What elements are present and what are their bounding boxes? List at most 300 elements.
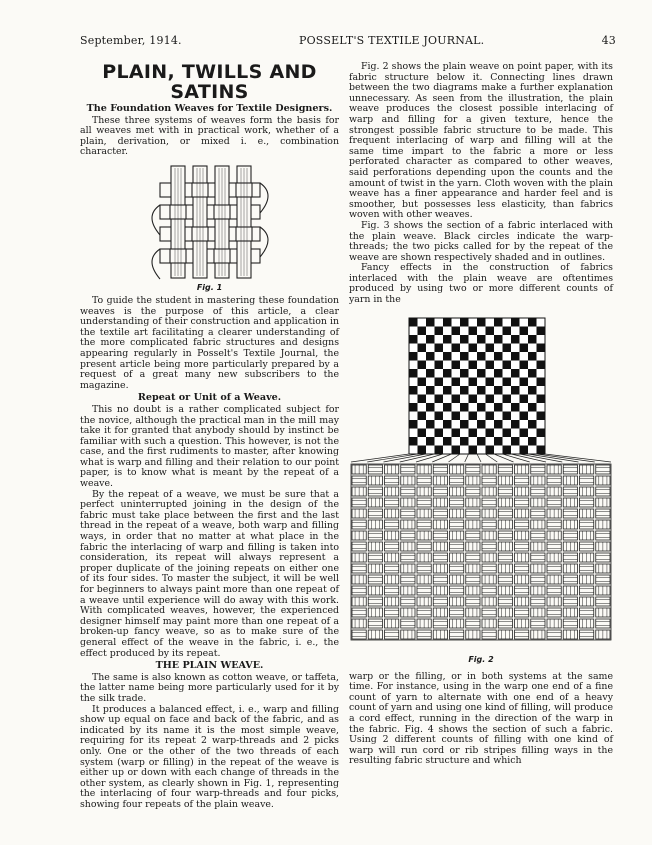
fabric-cell — [498, 575, 512, 584]
fabric-cell — [352, 597, 366, 606]
grid-cell — [503, 445, 512, 454]
grid-cell — [528, 352, 537, 361]
fabric-cell — [498, 487, 512, 496]
fabric-cell — [563, 564, 577, 573]
article-title: PLAIN, TWILLS AND SATINS — [102, 61, 317, 103]
fabric-cell — [450, 487, 464, 496]
grid-cell — [409, 386, 418, 395]
grid-cell — [494, 420, 503, 429]
fabric-cell — [515, 476, 529, 485]
fabric-cell — [547, 498, 561, 507]
thread-group — [152, 166, 268, 279]
connecting-line — [537, 454, 595, 462]
grid-cell — [409, 335, 418, 344]
fabric-cell — [401, 553, 415, 562]
grid-cell — [537, 394, 546, 403]
fabric-cell — [482, 498, 496, 507]
fabric-cell — [433, 509, 447, 518]
grid-cell — [418, 343, 427, 352]
grid-cell — [486, 360, 495, 369]
grid-cell — [511, 420, 520, 429]
fabric-cell — [385, 520, 399, 529]
grid-cell — [443, 318, 452, 327]
fabric-cell — [368, 608, 382, 617]
grid-cell — [486, 343, 495, 352]
connecting-lines — [351, 454, 611, 462]
grid-cell — [460, 386, 469, 395]
grid-cell — [469, 326, 478, 335]
fabric-cell — [563, 520, 577, 529]
fabric-cell — [563, 586, 577, 595]
fabric-cell — [433, 630, 447, 639]
fabric-cell — [547, 465, 561, 474]
fabric-cell — [352, 498, 366, 507]
fabric-cell — [466, 608, 480, 617]
grid-cell — [494, 352, 503, 361]
fabric-cell — [563, 487, 577, 496]
fabric-cell — [580, 476, 594, 485]
guide-paragraph: To guide the student in mastering these foundation weaves is the purpose of this article, a clear understanding of their construction and application in the textile art facilitating a clearer understanding of the more complicated fabric structures and designs appearing regularly in Posselt's Textile Journal, the present article being more particularly prepared by a request of a great many new subscribers to the magazine. — [80, 294, 339, 391]
fabric-cell — [498, 476, 512, 485]
fabric-cell — [596, 520, 610, 529]
grid-cell — [452, 394, 461, 403]
fabric-cell — [547, 476, 561, 485]
fabric-cell — [450, 498, 464, 507]
fabric-cell — [580, 520, 594, 529]
fabric-cell — [417, 465, 431, 474]
fabric-cell — [531, 564, 545, 573]
fabric-cell — [352, 531, 366, 540]
fabric-cell — [580, 608, 594, 617]
fabric-cell — [531, 465, 545, 474]
fabric-cell — [417, 575, 431, 584]
fabric-cell — [385, 630, 399, 639]
connecting-line — [367, 454, 417, 462]
fabric-cell — [482, 564, 496, 573]
fabric-cell — [515, 630, 529, 639]
fabric-cell — [368, 531, 382, 540]
grid-cell — [418, 445, 427, 454]
grid-cell — [452, 428, 461, 437]
fabric-cell — [368, 564, 382, 573]
grid-cell — [511, 369, 520, 378]
fabric-cell — [515, 597, 529, 606]
fabric-cell — [515, 465, 529, 474]
grid-cell — [477, 369, 486, 378]
grid-cell — [511, 403, 520, 412]
fabric-cell — [401, 509, 415, 518]
fabric-cell — [580, 542, 594, 551]
fabric-cell — [417, 531, 431, 540]
grid-cell — [418, 360, 427, 369]
fabric-cell — [580, 509, 594, 518]
connecting-line — [486, 454, 498, 462]
fabric-cell — [352, 586, 366, 595]
fabric-cell — [563, 597, 577, 606]
grid-cell — [443, 437, 452, 446]
pick-loop — [152, 249, 160, 279]
grid-cell — [452, 411, 461, 420]
grid-cell — [503, 326, 512, 335]
grid-cell — [520, 428, 529, 437]
fabric-cell — [547, 487, 561, 496]
fabric-cell — [563, 575, 577, 584]
grid-cell — [477, 335, 486, 344]
right-column — [349, 62, 613, 767]
fabric-cell — [596, 619, 610, 628]
fabric-cell — [368, 597, 382, 606]
figure-1-caption: Fig. 1 — [196, 283, 223, 293]
fabric-cell — [515, 564, 529, 573]
fabric-cell — [482, 619, 496, 628]
grid-cell — [460, 335, 469, 344]
grid-cell — [426, 352, 435, 361]
fabric-cell — [547, 586, 561, 595]
fabric-cell — [401, 542, 415, 551]
grid-cell — [520, 360, 529, 369]
grid-cell — [426, 335, 435, 344]
grid-cell — [452, 445, 461, 454]
fabric-cell — [368, 476, 382, 485]
fabric-cell — [515, 619, 529, 628]
fabric-cell — [563, 542, 577, 551]
fabric-cell — [368, 630, 382, 639]
grid-cell — [503, 343, 512, 352]
fabric-cell — [515, 575, 529, 584]
fabric-cell — [385, 487, 399, 496]
page-number: 43 — [601, 34, 616, 47]
fabric-cell — [563, 465, 577, 474]
grid-cell — [486, 377, 495, 386]
fabric-cell — [368, 553, 382, 562]
grid-cell — [511, 437, 520, 446]
fabric-cell — [417, 498, 431, 507]
grid-cell — [511, 335, 520, 344]
fabric-cell — [433, 531, 447, 540]
woven-interlacing-illustration — [140, 160, 280, 284]
fabric-cell — [368, 520, 382, 529]
fabric-cell — [450, 564, 464, 573]
fabric-cell — [385, 619, 399, 628]
grid-cell — [435, 394, 444, 403]
grid-cell — [435, 428, 444, 437]
grid-cell — [443, 369, 452, 378]
fabric-cell — [563, 509, 577, 518]
fabric-cell — [466, 630, 480, 639]
fabric-cell — [515, 542, 529, 551]
fabric-cell — [482, 465, 496, 474]
fabric-cell — [385, 553, 399, 562]
fabric-cell — [368, 465, 382, 474]
grid-cell — [494, 386, 503, 395]
fabric-cell — [433, 597, 447, 606]
grid-cell — [469, 377, 478, 386]
fabric-cell — [531, 498, 545, 507]
fabric-cell — [385, 597, 399, 606]
fabric-cell — [563, 498, 577, 507]
fabric-cell — [466, 564, 480, 573]
grid-cell — [469, 343, 478, 352]
fabric-cell — [596, 465, 610, 474]
fabric-cell — [417, 553, 431, 562]
fabric-cell — [531, 630, 545, 639]
grid-cell — [528, 335, 537, 344]
fabric-cell — [352, 630, 366, 639]
grid-cell — [486, 428, 495, 437]
grid-cell — [494, 437, 503, 446]
journal-name: POSSELT'S TEXTILE JOURNAL. — [298, 34, 485, 47]
grid-cell — [477, 420, 486, 429]
fabric-cell — [547, 520, 561, 529]
grid-cell — [469, 360, 478, 369]
grid-cell — [469, 411, 478, 420]
grid-cell — [528, 420, 537, 429]
fabric-structure — [351, 464, 611, 640]
fabric-cell — [580, 531, 594, 540]
repeat-paragraph-2: By the repeat of a weave, we must be sure that a perfect uninterrupted joining in the design of the fabric must take place between the first and the last thread in the repeat of a weave, both warp and filling ways, in order that no matter at what place in the fabric the interlacing of warp and filling is taken into consideration, its repeat will always represent a proper duplicate of the joining repeats on either one of its four sides. To master the subject, it will be well for beginners to always paint more than one repeat of a weave until experience will do away with this work. With complicated weaves, however, the experienced designer himself may paint more than one repeat of a broken-up fancy weave, so as to make sure of the general effect of the weave in the fabric, i. e., the effect produced by its repeat. — [80, 488, 339, 659]
heading-plain-weave: THE PLAIN WEAVE. — [155, 660, 264, 672]
fabric-cell — [352, 520, 366, 529]
grid-cell — [426, 403, 435, 412]
fabric-cell — [433, 487, 447, 496]
grid-cell — [443, 403, 452, 412]
grid-cell — [537, 377, 546, 386]
fabric-cell — [547, 553, 561, 562]
fabric-cell — [580, 487, 594, 496]
figure-1 — [80, 160, 339, 294]
grid-cell — [503, 428, 512, 437]
fabric-cell — [385, 465, 399, 474]
grid-cell — [418, 326, 427, 335]
grid-cell — [452, 360, 461, 369]
fabric-cell — [385, 498, 399, 507]
fabric-cell — [580, 630, 594, 639]
grid-cell — [452, 343, 461, 352]
fabric-cell — [450, 553, 464, 562]
fabric-cell — [385, 509, 399, 518]
fabric-cell — [547, 597, 561, 606]
fabric-cell — [401, 531, 415, 540]
fabric-cell — [515, 586, 529, 595]
fabric-cell — [482, 487, 496, 496]
fabric-cell — [580, 597, 594, 606]
fabric-cell — [547, 542, 561, 551]
grid-cell — [537, 411, 546, 420]
grid-cell — [469, 445, 478, 454]
fabric-cell — [450, 630, 464, 639]
connecting-line — [465, 454, 469, 462]
fabric-cell — [498, 520, 512, 529]
fabric-cell — [433, 575, 447, 584]
grid-cell — [426, 386, 435, 395]
fabric-cell — [433, 542, 447, 551]
fabric-cell — [498, 608, 512, 617]
fabric-cell — [466, 465, 480, 474]
fabric-cell — [433, 476, 447, 485]
fabric-cell — [417, 597, 431, 606]
fabric-cell — [547, 630, 561, 639]
fabric-cell — [547, 564, 561, 573]
fabric-cell — [417, 487, 431, 496]
fabric-cell — [482, 575, 496, 584]
grid-cell — [520, 377, 529, 386]
grid-cell — [426, 420, 435, 429]
grid-cell — [503, 394, 512, 403]
pick-loop — [260, 183, 268, 213]
fabric-cell — [563, 553, 577, 562]
fabric-cell — [466, 619, 480, 628]
fabric-cell — [596, 487, 610, 496]
pick-loop — [152, 205, 160, 235]
grid-cell — [503, 411, 512, 420]
fabric-cell — [547, 619, 561, 628]
fabric-cell — [401, 465, 415, 474]
fabric-cell — [515, 553, 529, 562]
fabric-cell — [482, 476, 496, 485]
fabric-cell — [596, 498, 610, 507]
figure-2-caption: Fig. 2 — [468, 655, 494, 665]
fabric-cell — [417, 630, 431, 639]
fancy-effects-paragraph: Fancy effects in the construction of fabrics interlaced with the plain weave are oftentimes produced by using two or more different counts of yarn in the — [349, 262, 613, 306]
fabric-cell — [531, 542, 545, 551]
fabric-cell — [450, 509, 464, 518]
fabric-cell — [352, 509, 366, 518]
article-subtitle: The Foundation Weaves for Textile Designers. — [86, 103, 333, 114]
fabric-cell — [450, 597, 464, 606]
grid-cell — [460, 420, 469, 429]
repeat-paragraph-1: This no doubt is a rather complicated subject for the novice, although the practical man in the mill may take it for granted that anybody should by instinct be familiar with such a question. This however, is not the case, and the first rudiments to master, after knowing what is warp and filling and their relation to our point paper, is to know what is meant by the repeat of a weave. — [80, 403, 339, 490]
grid-cell — [409, 437, 418, 446]
fabric-cell — [368, 619, 382, 628]
grid-cell — [452, 326, 461, 335]
fabric-cell — [401, 608, 415, 617]
fabric-cell — [531, 509, 545, 518]
grid-cell — [418, 394, 427, 403]
fabric-cell — [450, 542, 464, 551]
fabric-cell — [596, 630, 610, 639]
heading-repeat: Repeat or Unit of a Weave. — [137, 392, 282, 404]
grid-cell — [494, 369, 503, 378]
fabric-cell — [433, 465, 447, 474]
fabric-cell — [401, 575, 415, 584]
fabric-cell — [368, 586, 382, 595]
fabric-cell — [466, 575, 480, 584]
fabric-cell — [596, 542, 610, 551]
fabric-cell — [417, 476, 431, 485]
fabric-cell — [450, 520, 464, 529]
intro-paragraph: These three systems of weaves form the basis for all weaves met with in practical work, whether of a plain, derivation, or mixed i. e., combination character. — [80, 114, 339, 158]
fabric-cell — [498, 619, 512, 628]
fabric-cell — [580, 553, 594, 562]
grid-cell — [486, 445, 495, 454]
grid-cell — [477, 352, 486, 361]
fig2-paragraph: Fig. 2 shows the plain weave on point paper, with its fabric structure below it. Connecting lines drawn between the two diagrams make a further explanation unnecessary. As seen from the illustration, the plain weave produces the closest possible interlacing of warp and filling for a given texture, hence the strongest possible fabric structure to be made. This frequent interlacing of warp and filling will at the same time impart to the fabric a more or less perforated character as compared to other weaves, said perforations depending upon the counts and the amount of twist in the yarn. Cloth woven with the plain weave has a finer appearance and harder feel and is smoother, but possesses less elasticity, than fabrics woven with other weaves. — [349, 61, 613, 221]
fabric-cell — [563, 619, 577, 628]
fabric-cell — [401, 619, 415, 628]
fabric-cell — [531, 575, 545, 584]
fabric-cell — [596, 531, 610, 540]
fabric-cell — [515, 487, 529, 496]
fabric-cell — [385, 531, 399, 540]
grid-cell — [435, 360, 444, 369]
grid-cell — [503, 360, 512, 369]
fabric-cell — [352, 608, 366, 617]
fabric-cell — [580, 586, 594, 595]
grid-cell — [418, 411, 427, 420]
grid-cell — [435, 326, 444, 335]
fabric-cell — [368, 509, 382, 518]
fabric-cell — [498, 597, 512, 606]
fabric-cell — [417, 586, 431, 595]
fabric-cell — [368, 487, 382, 496]
fabric-cell — [563, 531, 577, 540]
fabric-cell — [482, 586, 496, 595]
fabric-cell — [433, 608, 447, 617]
fabric-cell — [531, 619, 545, 628]
fabric-cell — [498, 531, 512, 540]
fabric-cell — [515, 608, 529, 617]
fabric-cell — [368, 542, 382, 551]
fabric-cell — [596, 509, 610, 518]
grid-cell — [426, 369, 435, 378]
grid-cell — [520, 394, 529, 403]
fabric-cell — [385, 586, 399, 595]
fabric-cell — [417, 542, 431, 551]
fabric-cell — [401, 564, 415, 573]
grid-cell — [537, 428, 546, 437]
grid-cell — [469, 428, 478, 437]
grid-cell — [528, 369, 537, 378]
fabric-cell — [580, 465, 594, 474]
fabric-cell — [433, 553, 447, 562]
connecting-line — [432, 454, 451, 462]
grid-cell — [452, 377, 461, 386]
fabric-cell — [531, 531, 545, 540]
fabric-cell — [450, 619, 464, 628]
fabric-cell — [531, 608, 545, 617]
grid-cell — [537, 360, 546, 369]
fabric-cell — [450, 575, 464, 584]
left-column — [80, 62, 339, 810]
fabric-cell — [482, 509, 496, 518]
fabric-cell — [385, 542, 399, 551]
fabric-cell — [433, 498, 447, 507]
fabric-cell — [515, 531, 529, 540]
fabric-cell — [417, 608, 431, 617]
fabric-cell — [352, 476, 366, 485]
grid-cell — [460, 352, 469, 361]
fabric-cell — [596, 564, 610, 573]
grid-cell — [477, 318, 486, 327]
fabric-cell — [352, 553, 366, 562]
fabric-cell — [417, 619, 431, 628]
fabric-cell — [466, 531, 480, 540]
fabric-cell — [531, 586, 545, 595]
fabric-cell — [450, 586, 464, 595]
fabric-cell — [401, 476, 415, 485]
grid-cell — [528, 318, 537, 327]
fabric-cell — [433, 586, 447, 595]
grid-cell — [511, 318, 520, 327]
fabric-cell — [580, 619, 594, 628]
fabric-cell — [547, 575, 561, 584]
grid-cell — [537, 343, 546, 352]
fabric-cell — [596, 553, 610, 562]
fabric-cell — [580, 498, 594, 507]
grid-cell — [443, 420, 452, 429]
fabric-cell — [368, 498, 382, 507]
fabric-cell — [531, 476, 545, 485]
